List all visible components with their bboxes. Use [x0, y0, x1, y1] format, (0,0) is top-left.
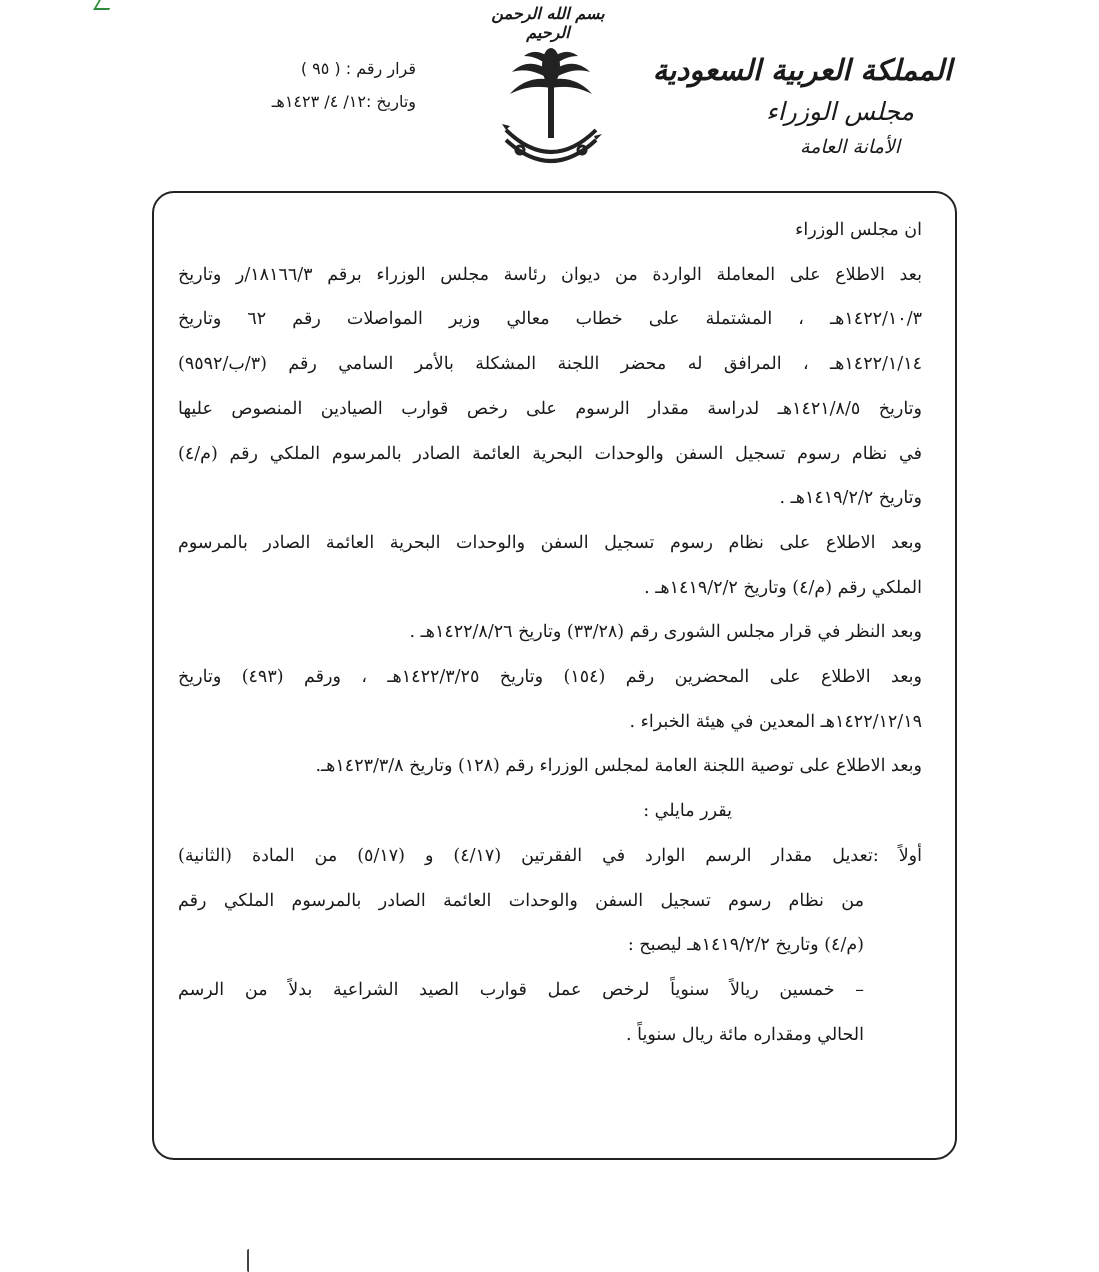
paragraph-line: وبعد النظر في قرار مجلس الشورى رقم (٣٣/٢٨) وتاريخ ١٤٢٢/٨/٢٦هـ .	[409, 622, 922, 643]
decision-body	[178, 208, 922, 1057]
basmala: بسم الله الرحمن الرحيم	[491, 4, 605, 42]
saudi-emblem-icon	[498, 46, 604, 168]
decision-number: قرار رقم : ( ٩٥ )	[300, 59, 416, 78]
article-line: أولاً :تعديل مقدار الرسم الوارد في الفقرتين (٤/١٧) و (٥/١٧) من المادة (الثانية)	[178, 845, 922, 866]
paragraph-line: وبعد الاطلاع على نظام رسوم تسجيل السفن والوحدات البحرية العائمة الصادر بالمرسوم	[178, 532, 922, 553]
paragraph-line: وتاريخ ١٤٢١/٨/٥هـ لدراسة مقدار الرسوم على رخص قوارب الصيادين المنصوص عليها	[178, 398, 922, 419]
letterhead	[652, 48, 952, 162]
corner-mark	[93, 0, 115, 10]
paragraph-line: ١٤٢٢/١٠/٣هـ ، المشتملة على خطاب معالي وزير المواصلات رقم ٦٢ وتاريخ	[178, 309, 922, 330]
opening-line: ان مجلس الوزراء	[795, 220, 922, 240]
paragraph-line: وبعد الاطلاع على توصية اللجنة العامة لمجلس الوزراء رقم (١٢٨) وتاريخ ١٤٢٣/٣/٨هـ.	[315, 756, 922, 777]
paragraph-line: ١٤٢٢/١/١٤هـ ، المرافق له محضر اللجنة المشكلة بالأمر السامي رقم (٣/ب/٩٥٩٢)	[178, 354, 922, 375]
kingdom-name: المملكة العربية السعودية	[652, 53, 952, 87]
paragraph-line: بعد الاطلاع على المعاملة الواردة من ديوان رئاسة مجلس الوزراء برقم ١٨١٦٦/٣/ر وتاريخ	[178, 264, 922, 285]
article-line: من نظام رسوم تسجيل السفن والوحدات العائمة الصادر بالمرسوم الملكي رقم	[178, 890, 864, 911]
decision-reference	[176, 52, 416, 118]
paragraph-line: الملكي رقم (م/٤) وتاريخ ١٤١٩/٢/٢هـ .	[644, 577, 922, 598]
decision-date: وتاريخ :١٢/ ٤/ ١٤٢٣هـ	[271, 92, 416, 111]
paragraph-line: وتاريخ ١٤١٩/٢/٢هـ .	[779, 488, 922, 509]
paragraph-line: وبعد الاطلاع على المحضرين رقم (١٥٤) وتاريخ ١٤٢٢/٣/٢٥هـ ، ورقم (٤٩٣) وتاريخ	[178, 667, 922, 688]
secretariat-name: الأمانة العامة	[800, 136, 900, 158]
bullet-line: – خمسين ريالاً سنوياً لرخص عمل قوارب الصيد الشراعية بدلاً من الرسم	[178, 979, 864, 1000]
margin-mark	[247, 1249, 252, 1272]
decides-line: يقرر مايلي :	[643, 801, 732, 822]
bullet-line: الحالي ومقداره مائة ريال سنوياً .	[626, 1024, 864, 1045]
paragraph-line: في نظام رسوم تسجيل السفن والوحدات البحرية العائمة الصادر بالمرسوم الملكي رقم (م/٤)	[178, 443, 922, 464]
council-name: مجلس الوزراء	[766, 97, 914, 126]
paragraph-line: ١٤٢٢/١٢/١٩هـ المعدين في هيئة الخبراء .	[629, 711, 922, 732]
article-line: (م/٤) وتاريخ ١٤١٩/٢/٢هـ ليصبح :	[627, 935, 864, 956]
